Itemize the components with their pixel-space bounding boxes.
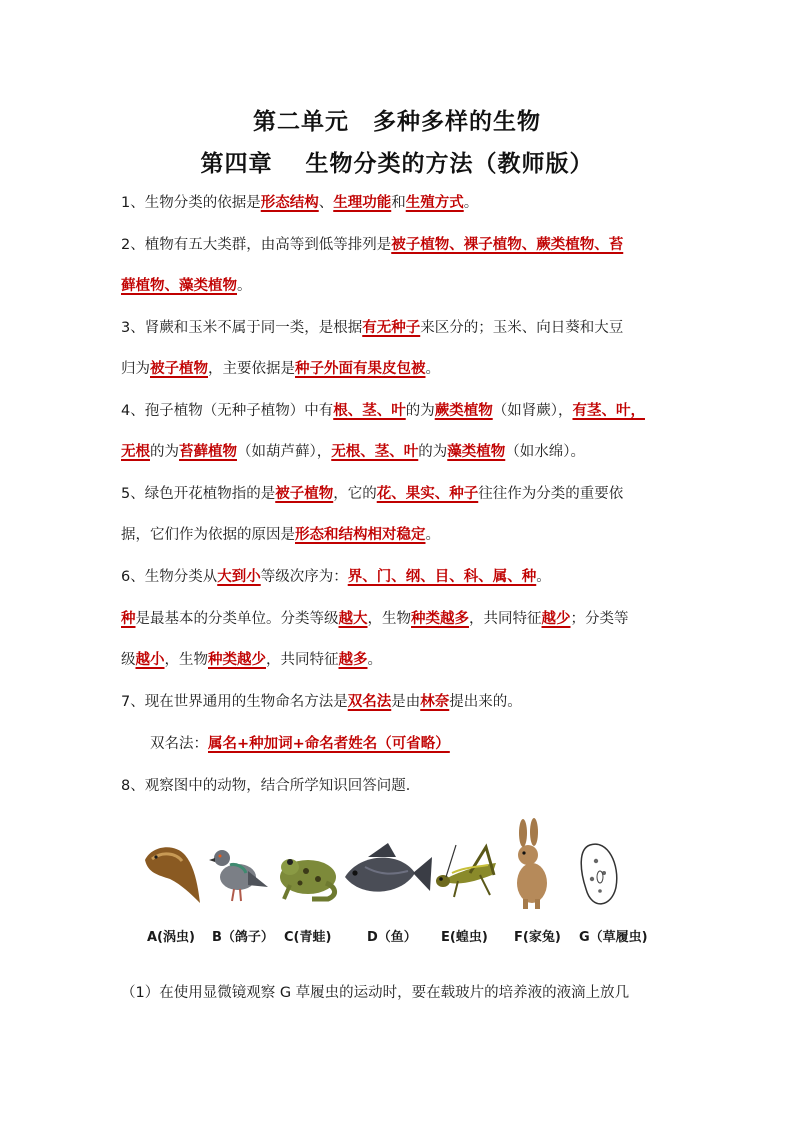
caption-e: E(蝗虫): [441, 930, 488, 945]
answer: 种类越少: [208, 652, 266, 668]
binomial-nomenclature: [150, 734, 710, 754]
q6-text: 级: [121, 652, 136, 668]
answer: 界、门、纲、目、科、属、种: [347, 569, 537, 585]
question-4: [121, 401, 681, 421]
question-8: 8、观察图中的动物，结合所学知识回答问题．: [121, 778, 421, 794]
q4-text: （如葫芦藓），: [237, 444, 332, 460]
answer: 被子植物: [150, 361, 208, 377]
answer: 藻类植物: [447, 444, 506, 460]
q5-text: 据，它们作为依据的原因是: [121, 527, 295, 543]
answer: 苔藓植物: [179, 444, 237, 460]
animal-captions: [147, 926, 667, 946]
answer: 种类越多: [411, 611, 469, 627]
question-1: [121, 193, 681, 213]
q7-text: 提出来的。: [449, 694, 522, 710]
q6-text: ；分类等: [570, 611, 629, 627]
question-6-cont: [121, 609, 681, 629]
flatworm-image: [145, 847, 200, 903]
q4-text: 的为: [150, 444, 179, 460]
answer: 有茎、叶，: [572, 403, 645, 419]
answer: 花、果实、种子: [376, 486, 479, 502]
answer: 种: [121, 611, 136, 627]
q5-text: ，它的: [333, 486, 377, 502]
q5-text: 5、绿色开花植物指的是: [121, 486, 276, 502]
answer: 属名+种加词+命名者姓名（可省略）: [208, 736, 450, 752]
q7-text: 双名法：: [150, 736, 208, 752]
q3-text: 来区分的；玉米、向日葵和大豆: [420, 320, 624, 336]
answer: 大到小: [217, 569, 261, 585]
q3-text: 3、肾蕨和玉米不属于同一类，是根据: [121, 320, 363, 336]
answer: 双名法: [347, 694, 392, 710]
answer: 被子植物、裸子植物、蕨类植物、苔: [391, 237, 624, 253]
question-3: [121, 318, 681, 338]
question-4-cont: [121, 442, 681, 462]
q5-text: 往往作为分类的重要依: [478, 486, 624, 502]
answer: 越多: [338, 652, 368, 668]
answer: 有无种子: [362, 320, 421, 336]
q1-text: 和: [391, 195, 406, 211]
q2-text: 2、植物有五大类群，由高等到低等排列是: [121, 237, 392, 253]
fish-image: [345, 843, 432, 892]
question-6-cont2: [121, 650, 681, 670]
pigeon-image: [209, 850, 268, 901]
animal-figure: [140, 815, 670, 915]
frog-image: [280, 859, 336, 899]
unit-title: 第二单元 多种多样的生物: [253, 109, 541, 135]
q4-text: 的为: [405, 403, 435, 419]
answer: 生殖方式: [405, 195, 464, 211]
q3-text: 。: [425, 361, 440, 377]
q1-text: 1、生物分类的依据是: [121, 195, 261, 211]
grasshopper-image: [436, 845, 496, 897]
q1-text: 。: [463, 195, 479, 211]
q6-text: ，共同特征: [469, 611, 542, 627]
question-2-cont: [121, 276, 681, 296]
answer: 越大: [338, 611, 368, 627]
question-6: [121, 567, 681, 587]
q4-text: 的为: [418, 444, 448, 460]
q2-text: 。: [237, 278, 252, 294]
question-8-part-1: （1）在使用显微镜观察 G 草履虫的运动时，要在载玻片的培养液的液滴上放几: [121, 985, 630, 1001]
q5-text: 。: [425, 527, 440, 543]
q4-text: 4、孢子植物（无种子植物）中有: [121, 403, 334, 419]
answer: 无根: [121, 444, 150, 460]
answer: 形态和结构相对稳定: [295, 527, 426, 543]
q7-text: 7、现在世界通用的生物命名方法是: [121, 694, 348, 710]
caption-b: B（鸽子）: [212, 930, 274, 945]
question-5-cont: [121, 525, 681, 545]
answer: 蕨类植物: [434, 403, 493, 419]
q6-text: ，生物: [367, 611, 411, 627]
q4-text: （如肾蕨），: [492, 403, 573, 419]
caption-c: C(青蛙): [284, 930, 332, 945]
answer: 根、茎、叶: [333, 403, 406, 419]
answer: 被子植物: [275, 486, 334, 502]
rabbit-image: [517, 818, 547, 909]
question-7: [121, 692, 681, 712]
q6-text: ，生物: [164, 652, 208, 668]
answer: 生理功能: [333, 195, 392, 211]
q6-text: 。: [367, 652, 382, 668]
paramecium-image: [581, 844, 617, 904]
q6-text: 等级次序为：: [260, 569, 348, 585]
q3-text: 归为: [121, 361, 150, 377]
q7-text: 是由: [391, 694, 421, 710]
answer: 种子外面有果皮包被: [295, 361, 426, 377]
q6-text: 6、生物分类从: [121, 569, 218, 585]
caption-d: D（鱼）: [367, 930, 417, 945]
q3-text: ，主要依据是: [208, 361, 295, 377]
answer: 越小: [135, 652, 165, 668]
answer: 形态结构: [260, 195, 319, 211]
q1-text: 、: [318, 195, 334, 211]
q6-text: ，共同特征: [266, 652, 339, 668]
question-5: [121, 484, 681, 504]
caption-f: F(家兔): [514, 930, 561, 945]
caption-g: G（草履虫): [579, 930, 648, 945]
question-2: [121, 235, 681, 255]
chapter-title: 第四章 生物分类的方法（教师版）: [200, 151, 594, 177]
q4-text: （如水绵）。: [505, 444, 585, 460]
answer: 无根、茎、叶: [331, 444, 419, 460]
caption-a: A(涡虫): [147, 930, 195, 945]
q6-text: 。: [536, 569, 551, 585]
answer: 林奈: [420, 694, 450, 710]
q6-text: 是最基本的分类单位。分类等级: [135, 611, 339, 627]
question-3-cont: [121, 359, 681, 379]
answer: 越少: [541, 611, 571, 627]
answer: 藓植物、藻类植物: [121, 278, 237, 294]
